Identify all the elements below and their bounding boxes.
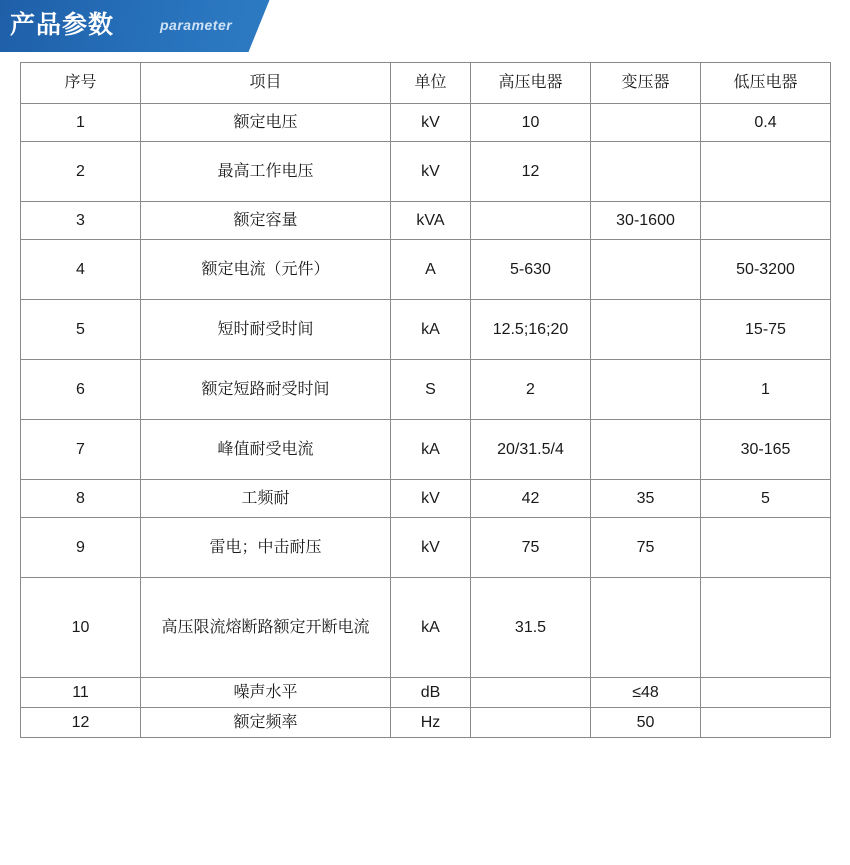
cell-hv: 20/31.5/4 — [471, 420, 591, 480]
table-row — [21, 578, 831, 678]
cell-hv: 12.5;16;20 — [471, 300, 591, 360]
cell-hv: 12 — [471, 142, 591, 202]
cell-lv — [701, 518, 831, 578]
cell-unit: kA — [391, 300, 471, 360]
cell-tr: 50 — [591, 708, 701, 738]
cell-lv: 5 — [701, 480, 831, 518]
cell-item: 短时耐受时间 — [141, 300, 391, 360]
cell-tr — [591, 142, 701, 202]
cell-lv — [701, 202, 831, 240]
table-body — [21, 104, 831, 738]
cell-unit: kV — [391, 518, 471, 578]
table-row — [21, 240, 831, 300]
cell-lv — [701, 578, 831, 678]
cell-tr — [591, 300, 701, 360]
cell-item: 额定频率 — [141, 708, 391, 738]
column-header-unit: 单位 — [391, 63, 471, 104]
table-row — [21, 142, 831, 202]
cell-lv — [701, 678, 831, 708]
cell-no: 4 — [21, 240, 141, 300]
column-header-no: 序号 — [21, 63, 141, 104]
column-header-item: 项目 — [141, 63, 391, 104]
cell-no: 8 — [21, 480, 141, 518]
table-row — [21, 678, 831, 708]
cell-item: 噪声水平 — [141, 678, 391, 708]
cell-hv — [471, 708, 591, 738]
table-row — [21, 202, 831, 240]
parameters-table — [20, 62, 831, 738]
cell-unit: kV — [391, 480, 471, 518]
cell-hv: 5-630 — [471, 240, 591, 300]
cell-tr: ≤48 — [591, 678, 701, 708]
cell-item: 额定电流（元件） — [141, 240, 391, 300]
page-subtitle: parameter — [160, 17, 233, 33]
cell-lv: 50-3200 — [701, 240, 831, 300]
table-row — [21, 104, 831, 142]
table-row — [21, 480, 831, 518]
cell-item: 额定容量 — [141, 202, 391, 240]
cell-hv — [471, 678, 591, 708]
cell-item: 峰值耐受电流 — [141, 420, 391, 480]
table-header — [21, 63, 831, 104]
cell-no: 5 — [21, 300, 141, 360]
cell-hv: 10 — [471, 104, 591, 142]
cell-tr — [591, 360, 701, 420]
cell-no: 9 — [21, 518, 141, 578]
cell-lv: 0.4 — [701, 104, 831, 142]
cell-tr: 30-1600 — [591, 202, 701, 240]
cell-tr — [591, 104, 701, 142]
column-header-tr: 变压器 — [591, 63, 701, 104]
cell-item: 雷电；中击耐压 — [141, 518, 391, 578]
page-title: 产品参数 — [10, 11, 115, 39]
cell-unit: kV — [391, 142, 471, 202]
cell-hv — [471, 202, 591, 240]
page-header-banner — [0, 0, 850, 52]
cell-no: 1 — [21, 104, 141, 142]
cell-lv: 30-165 — [701, 420, 831, 480]
cell-item: 工频耐 — [141, 480, 391, 518]
table-row — [21, 300, 831, 360]
cell-unit: A — [391, 240, 471, 300]
table-row — [21, 518, 831, 578]
cell-tr — [591, 420, 701, 480]
cell-unit: kA — [391, 420, 471, 480]
cell-no: 2 — [21, 142, 141, 202]
cell-tr: 35 — [591, 480, 701, 518]
cell-lv: 15-75 — [701, 300, 831, 360]
cell-no: 3 — [21, 202, 141, 240]
column-header-lv: 低压电器 — [701, 63, 831, 104]
cell-hv: 2 — [471, 360, 591, 420]
table-row — [21, 420, 831, 480]
cell-unit: kVA — [391, 202, 471, 240]
cell-lv — [701, 142, 831, 202]
cell-unit: Hz — [391, 708, 471, 738]
cell-hv: 31.5 — [471, 578, 591, 678]
cell-item: 额定电压 — [141, 104, 391, 142]
cell-tr — [591, 578, 701, 678]
cell-tr: 75 — [591, 518, 701, 578]
table-row — [21, 360, 831, 420]
cell-no: 12 — [21, 708, 141, 738]
cell-no: 7 — [21, 420, 141, 480]
cell-item: 最高工作电压 — [141, 142, 391, 202]
cell-lv: 1 — [701, 360, 831, 420]
cell-item: 额定短路耐受时间 — [141, 360, 391, 420]
cell-item: 高压限流熔断路额定开断电流 — [141, 578, 391, 678]
table-header-row — [21, 63, 831, 104]
cell-unit: S — [391, 360, 471, 420]
cell-lv — [701, 708, 831, 738]
cell-hv: 75 — [471, 518, 591, 578]
cell-hv: 42 — [471, 480, 591, 518]
cell-unit: dB — [391, 678, 471, 708]
parameters-table-container — [0, 52, 850, 738]
cell-no: 6 — [21, 360, 141, 420]
cell-tr — [591, 240, 701, 300]
cell-no: 11 — [21, 678, 141, 708]
table-row — [21, 708, 831, 738]
cell-unit: kA — [391, 578, 471, 678]
column-header-hv: 高压电器 — [471, 63, 591, 104]
cell-no: 10 — [21, 578, 141, 678]
cell-unit: kV — [391, 104, 471, 142]
